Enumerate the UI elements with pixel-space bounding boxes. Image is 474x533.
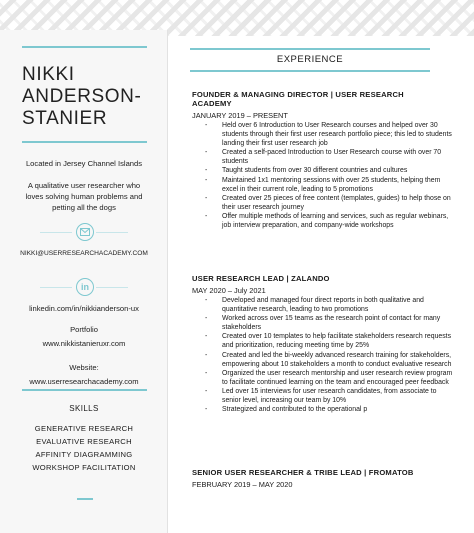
portfolio-link[interactable]: www.nikkistanieruxr.com <box>42 339 126 348</box>
job-title: FOUNDER & MANAGING DIRECTOR | USER RESEARCH ACADEMY <box>192 90 404 108</box>
list-item: - Strategized and contributed to the operational p <box>205 405 455 414</box>
name-line-1: NIKKI <box>22 64 75 85</box>
list-item: - Created over 10 templates to help facilitate stakeholders research requests and prioritization, reducing meeting time by 25% <box>205 332 455 350</box>
linkedin-icon: in <box>76 278 94 296</box>
candidate-name <box>22 64 162 130</box>
list-item: - Created over 25 pieces of free content (templates, guides) to help those on their user research journey <box>205 194 455 212</box>
skills-top-divider <box>22 389 147 391</box>
list-item: - Maintained 1x1 mentoring sessions with over 25 students, helping them excel in their current role, leading to 5 promotions <box>205 176 455 194</box>
skill-item: EVALUATIVE RESEARCH <box>36 437 132 446</box>
job-bullets <box>205 121 455 230</box>
list-item: - Led over 15 interviews for user research candidates, from associate to senior level, increasing our team by 10% <box>205 387 455 405</box>
experience-header: EXPERIENCE <box>190 48 430 72</box>
job-title: SENIOR USER RESEARCHER & TRIBE LEAD | FROMATOB <box>192 468 414 477</box>
list-item: - Offer multiple methods of learning and services, such as regular webinars, job interview preparation, and company-wide workshops <box>205 212 455 230</box>
bio-text: A qualitative user researcher who loves solving human problems and petting all the dogs <box>25 181 143 212</box>
skill-item: AFFINITY DIAGRAMMING <box>35 450 133 459</box>
list-item: - Worked across over 15 teams as the research point of contact for many stakeholders <box>205 314 455 332</box>
skill-item: GENERATIVE RESEARCH <box>34 424 134 433</box>
list-item: - Created and led the bi-weekly advanced research training for stakeholders, empowering about 10 stakeholders a month to conduct evaluative research <box>205 351 455 369</box>
email-link[interactable]: NIKKI@USERRESEARCHACADEMY.COM <box>20 250 148 257</box>
job-dates: MAY 2020 – July 2021 <box>192 286 266 295</box>
list-item: - Created a self-paced Introduction to User Research course with over 70 students <box>205 148 455 166</box>
website-label: Website: <box>69 363 99 372</box>
email-icon-line-right <box>96 232 128 233</box>
job-dates: FEBRUARY 2019 – MAY 2020 <box>192 480 293 489</box>
portfolio-label: Portfolio <box>70 325 98 334</box>
job-bullets <box>205 296 455 414</box>
linkedin-link[interactable]: linkedin.com/in/nikkianderson-ux <box>29 304 139 313</box>
job-title: USER RESEARCH LEAD | ZALANDO <box>192 274 330 283</box>
skill-item: WORKSHOP FACILITATION <box>32 463 136 472</box>
list-item: - Organized the user research mentorship and user research review program to facilitate continued learning on the team and encouraged peer feedback <box>205 369 455 387</box>
list-item: - Taught students from over 30 different countries and cultures <box>205 166 455 175</box>
name-top-divider <box>22 46 147 48</box>
name-line-3: STANIER <box>22 108 108 129</box>
name-bottom-divider <box>22 141 147 143</box>
skills-title: SKILLS <box>69 404 99 413</box>
website-link[interactable]: www.userresearchacademy.com <box>29 377 139 386</box>
sidebar-end-mark <box>77 498 93 500</box>
list-item: - Developed and managed four direct reports in both qualitative and quantitative research, leading to two promotions <box>205 296 455 314</box>
list-item: - Held over 6 Introduction to User Research courses and helped over 30 students through their first user research portfolio piece; this led to students landing their first user research job <box>205 121 455 148</box>
linkedin-icon-line-right <box>96 287 128 288</box>
linkedin-icon-line-left <box>40 287 72 288</box>
name-line-2: ANDERSON- <box>22 86 142 107</box>
envelope-icon <box>76 223 94 241</box>
email-icon-line-left <box>40 232 72 233</box>
job-dates: JANUARY 2019 – PRESENT <box>192 111 288 120</box>
location-text: Located in Jersey Channel Islands <box>25 159 143 168</box>
